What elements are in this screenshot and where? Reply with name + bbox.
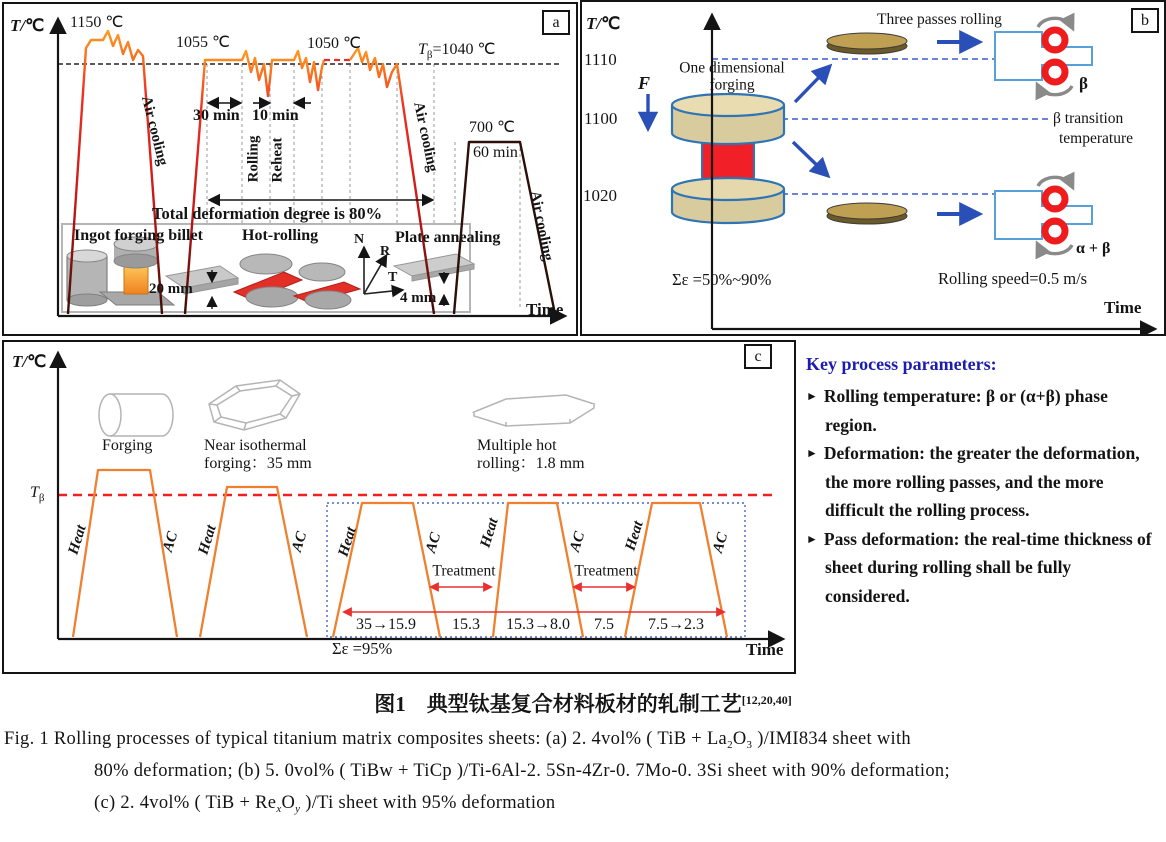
dim-4mm: 4 mm: [400, 290, 437, 306]
plateau-1050: 1050 ℃: [307, 35, 361, 52]
anneal-time: 60 min: [473, 144, 518, 161]
panel-a: [2, 2, 578, 336]
forging-caption: Forging: [102, 437, 153, 454]
mill-icon-beta: [995, 18, 1092, 94]
strain-b: Σε =50%~90%: [672, 270, 772, 289]
tick-1100: 1100: [584, 109, 618, 128]
axis-t: T: [388, 270, 398, 285]
key-param-bullet-1: ► Rolling temperature: β or (α+β) phase region.: [806, 386, 1108, 435]
rolling-speed: Rolling speed=0.5 m/s: [938, 269, 1088, 288]
three-passes-rolling: Three passes rolling: [877, 11, 1002, 28]
air-cooling-3: Air cooling: [526, 189, 557, 263]
bullet-arrow-icon: ►: [806, 531, 818, 546]
caption-cn-refs: [12,20,40]: [741, 693, 792, 707]
stage-thickness-0: 35→15.9: [356, 616, 416, 634]
bullet-arrow-icon: ►: [806, 389, 818, 403]
multiple-hot-2: rolling：1.8 mm: [477, 455, 585, 472]
ac-3: AC: [423, 530, 445, 555]
heat-1: Heat: [65, 523, 90, 557]
plateau-1055: 1055 ℃: [176, 34, 230, 51]
air-cooling-1: Air cooling: [138, 94, 171, 168]
billet-sketches: [99, 380, 594, 436]
x-axis-label-b: Time: [1104, 298, 1142, 317]
duration-10min: 10 min: [252, 107, 299, 124]
treatment-1: Treatment: [432, 562, 496, 580]
red-dimension-arrows: [345, 587, 723, 612]
stage-thickness-4: 7.5→2.3: [648, 616, 704, 634]
rolling-label: Rolling: [245, 135, 262, 183]
one-dim-forging-2: forging: [709, 76, 755, 94]
x-axis-label-a: Time: [526, 300, 564, 319]
billet-discs: [827, 33, 907, 224]
panel-a-tag: a: [542, 10, 570, 35]
beta-transition-1: β transition: [1053, 110, 1124, 127]
stage-ingot: Ingot forging billet: [74, 227, 203, 244]
force-label: F: [638, 73, 651, 93]
stage-thickness-2: 15.3→8.0: [506, 616, 570, 634]
y-axis-label-a: T/℃: [10, 16, 45, 35]
key-params-title: Key process parameters:: [806, 354, 997, 374]
panel-b: [580, 0, 1166, 336]
heat-5: Heat: [622, 519, 647, 553]
ac-2: AC: [289, 529, 311, 554]
heat-3: Heat: [335, 525, 360, 559]
key-process-parameters: [806, 354, 1154, 610]
tick-1020: 1020: [583, 186, 617, 205]
stage-plate-annealing: Plate annealing: [395, 229, 501, 246]
y-axis-label-b: T/℃: [586, 14, 621, 33]
peak-1150: 1150 ℃: [70, 14, 124, 31]
beta-transition-2: temperature: [1059, 130, 1134, 147]
tick-1110: 1110: [584, 50, 617, 69]
forging-stack: [672, 94, 784, 223]
bullet-arrow-icon: ►: [806, 446, 818, 460]
air-cooling-2: Air cooling: [410, 100, 441, 174]
caption-english-line1: Fig. 1 Rolling processes of typical titanium matrix composites sheets: (a) 2. 4vol% ( TiB + $La_2O_3$ )/IMI834 sheet with: [4, 729, 911, 751]
strain-c: Σε =95%: [332, 639, 393, 658]
x-axis-label-c: Time: [746, 640, 784, 659]
y-axis-label-c: T/℃: [12, 352, 47, 371]
duration-30min: 30 min: [193, 107, 240, 124]
near-isothermal-1: Near isothermal: [204, 437, 307, 454]
beta-route-label: β: [1079, 74, 1088, 93]
stage-thickness-1: 15.3: [452, 616, 480, 634]
heat-2: Heat: [195, 523, 220, 557]
reheat-label: Reheat: [269, 137, 286, 183]
ac-5: AC: [710, 530, 732, 555]
total-deformation: Total deformation degree is 80%: [152, 204, 383, 223]
near-isothermal-2: forging：35 mm: [204, 455, 312, 472]
one-dim-forging-1: One dimensional: [679, 59, 785, 77]
multiple-hot-1: Multiple hot: [477, 437, 557, 454]
ac-4: AC: [567, 529, 589, 554]
key-param-bullet-3: ► Pass deformation: the real-time thickness of sheet during rolling shall be fully considered.: [806, 528, 1152, 606]
heat-4: Heat: [477, 516, 502, 550]
axis-n: N: [354, 232, 365, 247]
treatment-2: Treatment: [574, 562, 638, 580]
panel-c: [2, 340, 796, 674]
panel-b-tag: b: [1131, 8, 1159, 33]
stage-hot-rolling: Hot-rolling: [242, 227, 319, 244]
alpha-beta-route-label: α + β: [1076, 240, 1111, 257]
ac-1: AC: [160, 529, 182, 554]
tbeta-label-a: $T_\beta=1040$ ℃: [418, 41, 496, 61]
panel-c-tag: c: [744, 344, 772, 369]
key-param-bullet-2: ► Deformation: the greater the deformation, the more rolling passes, and the more difficult the rolling process.: [806, 443, 1140, 520]
caption-english-line2: 80% deformation; (b) 5. 0vol% ( TiBw + TiCp )/Ti-6Al-2. 5Sn-4Zr-0. 7Mo-0. 3Si sheet with 90% deformation;: [94, 761, 950, 781]
dim-20mm: 20 mm: [149, 281, 193, 297]
caption-english-line3: (c) 2. 4vol% ( TiB + $Re_xO_y$ )/Ti sheet with 95% deformation: [94, 793, 556, 815]
axis-r: R: [380, 244, 391, 259]
tbeta-label-c: $T_\beta$: [30, 484, 45, 504]
stage-thickness-3: 7.5: [594, 616, 614, 634]
caption-chinese: 图1 典型钛基复合材料板材的轧制工艺[12,20,40]: [374, 692, 792, 716]
anneal-temp: 700 ℃: [469, 119, 515, 136]
